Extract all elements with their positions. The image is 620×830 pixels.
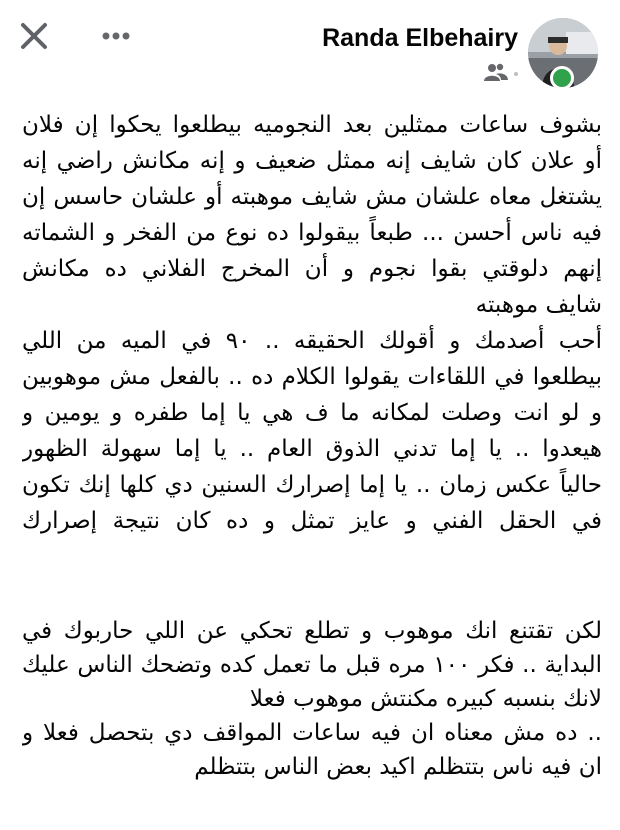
post-text-line: البداية .. فكر ١٠٠ مره قبل ما تعمل كده وتضحك الناس عليك <box>22 652 602 678</box>
post-text-line: أو علان كان شايف إنه ممثل ضعيف و إنه مكانش راضي إنه <box>22 148 602 174</box>
post-text-line: ان فيه ناس بتتظلم اكيد بعض الناس بتتظلم <box>194 754 602 780</box>
post-text-line: .. ده مش معناه ان فيه ساعات المواقف دي بتحصل فعلا و <box>22 720 602 746</box>
more-options-icon <box>96 24 136 48</box>
close-icon <box>18 20 50 52</box>
post-text-line: شايف موهبته <box>475 292 602 318</box>
post-text-line: فيه ناس أحسن ... طبعاً بيقولوا ده نوع من الفخر و الشماته <box>22 220 602 246</box>
close-button[interactable] <box>18 20 50 52</box>
post-text-line: هيعدوا .. يا إما تدني الذوق العام .. يا إما سهولة الظهور <box>22 436 602 462</box>
more-options-button[interactable] <box>96 24 136 48</box>
post-text-line: أحب أصدمك و أقولك الحقيقه .. ٩٠ في الميه من اللي <box>22 328 602 354</box>
separator-dot <box>514 72 518 76</box>
friends-audience-icon[interactable] <box>484 62 508 86</box>
post-meta <box>484 62 518 86</box>
post-text-line: يشتغل معاه علشان مش شايف موهبته أو علشان حاسس إن <box>22 184 602 210</box>
post-header <box>0 0 620 100</box>
post-text-line: بيطلعوا في اللقاءات يقولوا الكلام ده .. بالفعل مش موهوبين <box>22 364 602 390</box>
post-text-line: بشوف ساعات ممثلين بعد النجوميه بيطلعوا يحكوا إن فلان <box>22 112 602 138</box>
online-status-indicator <box>550 66 574 90</box>
post-text-line: حالياً عكس زمان .. يا إما إصرارك السنين دي كلها إنك تكون <box>22 472 602 498</box>
post-text-line: في الحقل الفني و عايز تمثل و ده كان نتيجة إصرارك <box>22 508 602 534</box>
author-name[interactable]: Randa Elbehairy <box>322 24 518 52</box>
post-text-line: لانك بنسبه كبيره مكنتش موهوب فعلا <box>249 686 602 712</box>
post-text-line: إنهم دلوقتي بقوا نجوم و أن المخرج الفلاني ده مكانش <box>22 256 602 282</box>
post-text-line: لكن تقتنع انك موهوب و تطلع تحكي عن اللي حاربوك في <box>22 618 602 644</box>
post-text-line: و لو انت وصلت لمكانه ما ف هي يا إما طفره و يومين و <box>22 400 602 426</box>
